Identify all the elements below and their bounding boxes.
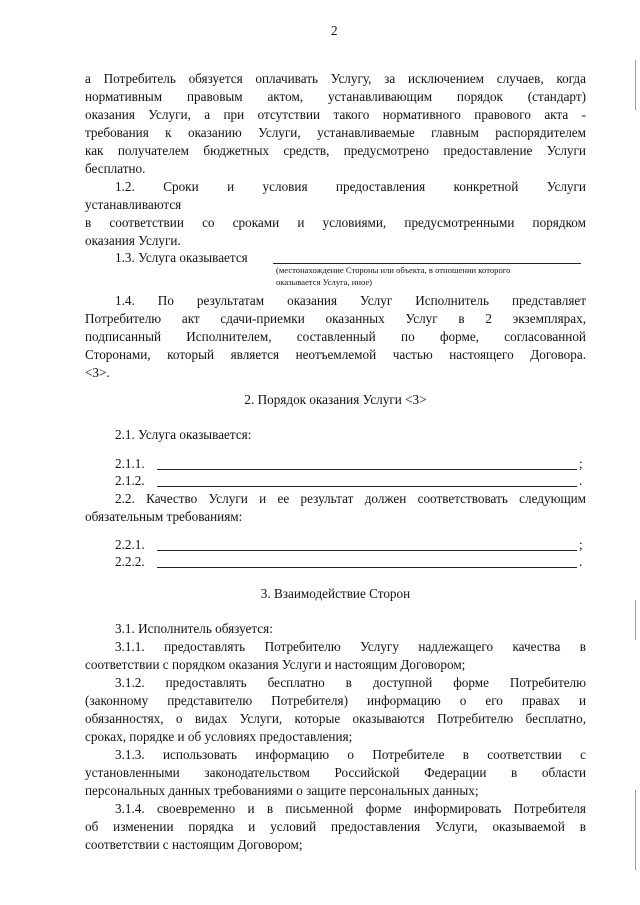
scan-edge-mark (635, 60, 636, 110)
text-line: а Потребитель обязуется оплачивать Услугу, за исключением случаев, когда (85, 71, 586, 86)
clause-2-1: 2.1. Услуга оказывается: (115, 427, 252, 442)
text-line: нормативным правовым актом, устанавливающим порядок (стандарт) (85, 89, 586, 104)
section-heading: 2. Порядок оказания Услуги <3> (244, 392, 427, 407)
text-line: требования к оказанию Услуги, устанавливаемые главным распорядителем (85, 125, 586, 140)
fill-in-line (157, 550, 577, 551)
fill-in-line (157, 486, 577, 487)
clause-1-4: 1.4. По результатам оказания Услуг Исполнитель представляет (115, 293, 586, 308)
item-label: 2.2.1. (115, 537, 145, 552)
clause-3-1: 3.1. Исполнитель обязуется: (115, 621, 273, 636)
text-line: подписанный Исполнителем, составленный по форме, согласованной (85, 329, 586, 344)
clause-3-1-3: 3.1.3. использовать информацию о Потребителе в соответствии с (115, 747, 586, 762)
text-line: в соответствии со сроками и условиями, предусмотренными порядком (85, 215, 586, 230)
fill-in-line (273, 263, 581, 264)
text-line: устанавливаются (85, 197, 182, 212)
item-punct: ; (579, 537, 583, 552)
page-number: 2 (331, 23, 338, 38)
text-line: оказания Услуги. (85, 233, 181, 248)
text-line: обязательным требованиям: (85, 509, 243, 524)
text-line: об изменении порядка и условий предоставления Услуги, оказываемой в (85, 819, 586, 834)
text-line: установленными законодательством Российской Федерации в области (85, 765, 586, 780)
text-line: как получателем бюджетных средств, предусмотрено предоставление Услуги (85, 143, 586, 158)
field-hint: (местонахождение Стороны или объекта, в отношении которого (276, 265, 511, 275)
item-label: 2.2.2. (115, 554, 145, 569)
scan-edge-mark (635, 790, 636, 870)
clause-3-1-4: 3.1.4. своевременно и в письменной форме информировать Потребителя (115, 801, 586, 816)
fill-in-line (157, 469, 577, 470)
clause-1-3: 1.3. Услуга оказывается (115, 250, 248, 265)
text-line: Сторонами, который является неотъемлемой частью настоящего Договора. (85, 347, 586, 362)
text-line: соответствии с порядком оказания Услуги и настоящим Договором; (85, 657, 466, 672)
item-punct: . (579, 473, 583, 488)
clause-3-1-1: 3.1.1. предоставлять Потребителю Услугу надлежащего качества в (115, 639, 586, 654)
section-heading: 3. Взаимодействие Сторон (260, 586, 411, 601)
text-line: обязанностях, о видах Услуги, которые оказываются Потребителю бесплатно, (85, 711, 586, 726)
text-line: <3>. (85, 365, 110, 380)
item-label: 2.1.1. (115, 456, 145, 471)
item-label: 2.1.2. (115, 473, 145, 488)
field-hint: оказывается Услуга, иное) (276, 277, 373, 287)
clause-3-1-2: 3.1.2. предоставлять бесплатно в доступной форме Потребителю (115, 675, 586, 690)
item-punct: . (579, 554, 583, 569)
fill-in-line (157, 567, 577, 568)
item-punct: ; (579, 456, 583, 471)
text-line: соответствии с настоящим Договором; (85, 837, 303, 852)
text-line: персональных данных требованиями о защите персональных данных; (85, 783, 479, 798)
text-line: оказания Услуги, а при отсутствии такого нормативного правового акта - (85, 107, 586, 122)
clause-2-2: 2.2. Качество Услуги и ее результат должен соответствовать следующим (115, 491, 586, 506)
clause-1-2: 1.2. Сроки и условия предоставления конкретной Услуги (115, 179, 586, 194)
scan-edge-mark (635, 600, 636, 640)
text-line: Потребителю акт сдачи-приемки оказанных Услуг в 2 экземплярах, (85, 311, 586, 326)
text-line: сроках, порядке и об условиях предоставления; (85, 729, 353, 744)
text-line: (законному представителю Потребителя) информацию о его правах и (85, 693, 586, 708)
text-line: бесплатно. (85, 161, 146, 176)
